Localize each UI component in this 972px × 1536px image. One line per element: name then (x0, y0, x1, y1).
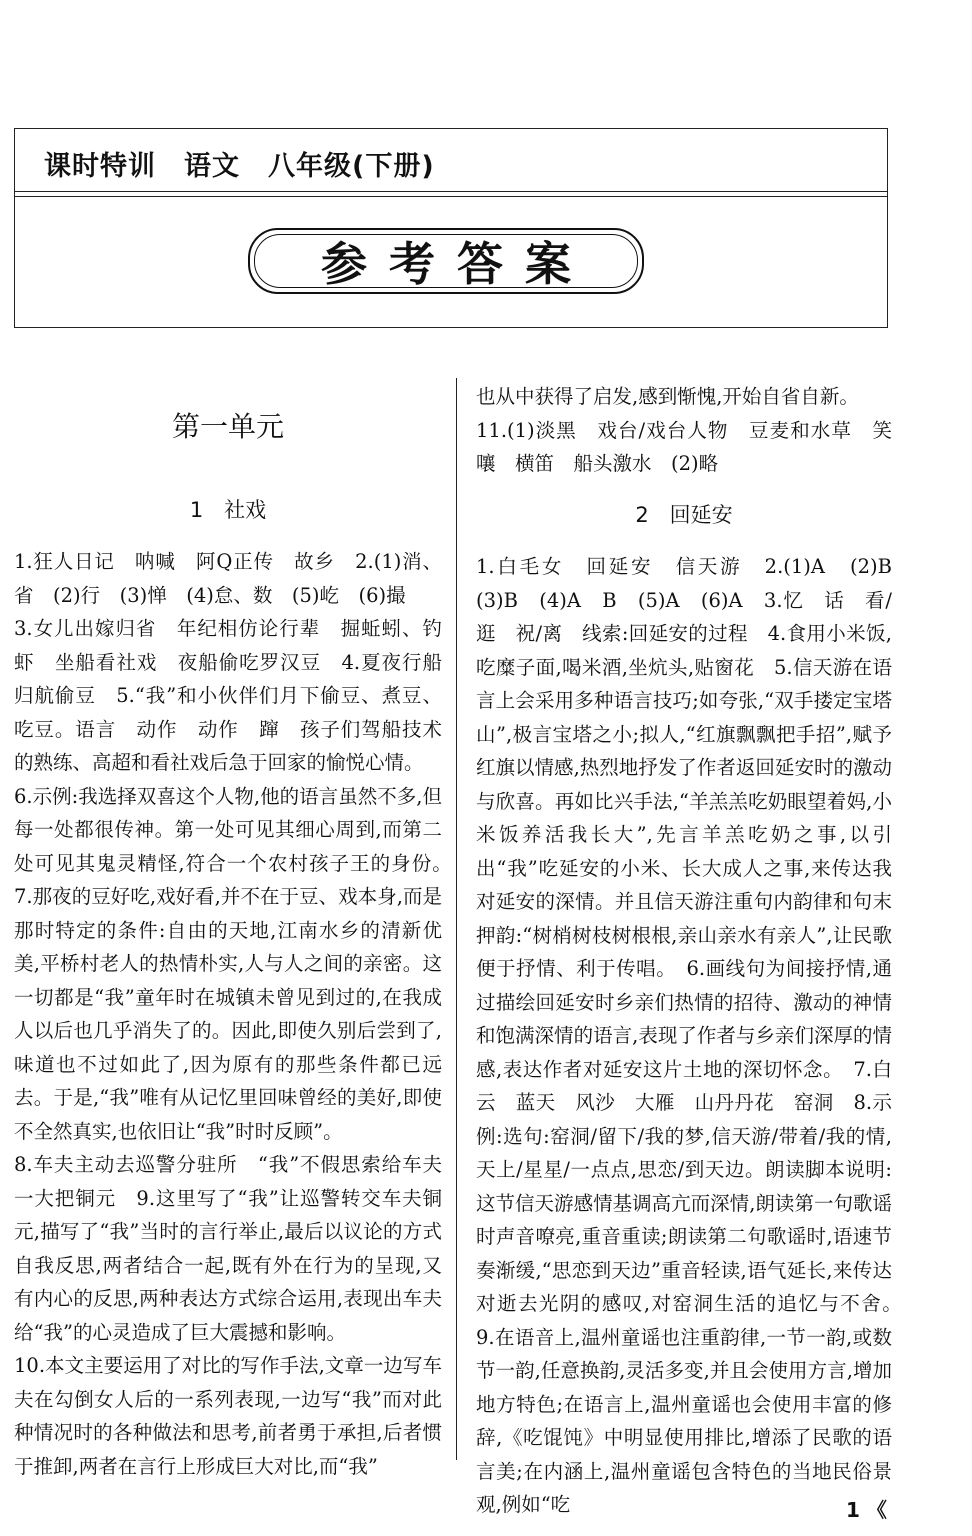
header-rule-thin (14, 196, 888, 197)
banner-title: 参考答案 (254, 234, 638, 288)
lesson-1-title: 1 社戏 (189, 497, 267, 522)
answer-paragraph: 8.车夫主动去巡警分驻所 “我”不假思索给车夫一大把铜元 9.这里写了“我”让巡警转交车夫铜元,描写了“我”当时的言行举止,最后以议论的方式自我反思,两者结合一起,既有外在行为的呈现,又有内心的反思,两种表达方式综合运用,表现出车夫给“我”的心灵造成了巨大震撼和影响。 (14, 1153, 442, 1344)
answer-paragraph: 1.狂人日记 呐喊 阿Q正传 故乡 2.(1)消、省 (2)行 (3)惮 (4)怠、数 (5)屹 (6)撮 (14, 550, 442, 607)
book-title: 课时特训 语文 八年级(下册) (44, 151, 435, 182)
answer-paragraph: 6.示例:我选择双喜这个人物,他的语言虽然不多,但每一处都很传神。第一处可见其细心周到,而第二处可见其鬼灵精怪,符合一个农村孩子王的身份。 7.那夜的豆好吃,戏好看,并不在于豆、戏本身,而是那时特定的条件:自由的天地,江南水乡的清新优美,平桥村老人的热情朴实,人与人之间的亲密。这一切都是“我”童年时在城镇未曾见到过的,在我成人以后也几乎消失了的。因此,即使久别后尝到了,味道也不过如此了,因为原有的那些条件都已远去。于是,“我”唯有从记忆里回味曾经的美好,即使不全然真实,也依旧让“我”时时反顾”。 (14, 784, 462, 1143)
column-divider (456, 378, 457, 1460)
answer-paragraph: 也从中获得了启发,感到惭愧,开始自省自新。 (476, 385, 859, 408)
left-column (14, 400, 462, 1483)
unit-title: 第一单元 (171, 410, 284, 443)
page-number: 1 《 (846, 1498, 887, 1522)
answer-paragraph: 3.女儿出嫁归省 年纪相仿论行辈 掘蚯蚓、钓虾 坐船看社戏 夜船偷吃罗汉豆 4.夏夜行船 归航偷豆 5.“我”和小伙伴们月下偷豆、煮豆、吃豆。语言 动作 动作 蹿 孩子们驾船技术的熟练、高超和看社戏后急于回家的愉悦心情。 (14, 617, 462, 774)
right-column (476, 380, 912, 1522)
answer-paragraph: 1.白毛女 回延安 信天游 2.(1)A (2)B (3)B (4)A B (5)A (6)A 3.忆 话 看/逛 祝/离 线索:回延安的过程 4.食用小米饭,吃糜子面,喝米酒,坐炕头,贴窗花 5.信天游在语言上会采用多种语言技巧;如夸张,“双手搂定宝塔山”,极言宝塔之小;拟人,“红旗飘飘把手招”,赋予红旗以情感,热烈地抒发了作者返回延安时的激动与欣喜。再如比兴手法,“羊羔羔吃奶眼望着妈,小米饭养活我长大”,先言羊羔吃奶之事,以引出“我”吃延安的小米、长大成人之事,来传达我对延安的深情。并且信天游注重句内韵律和句末押韵:“树梢树枝树根根,亲山亲水有亲人”,让民歌便于抒情、利于传唱。 6.画线句为间接抒情,通过描绘回延安时乡亲们热情的招待、激动的神情和饱满深情的语言,表现了作者与乡亲们深厚的情感,表达作者对延安这片土地的深切怀念。 7.白云 蓝天 风沙 大雁 山丹丹花 窑洞 8.示例:选句:窑洞/留下/我的梦,信天游/带着/我的情,天上/星星/一点点,思恋/到天边。朗读脚本说明:这节信天游感情基调高亢而深情,朗读第一句歌谣时声音嘹亮,重音重读;朗读第二句歌谣时,语速节奏渐缓,“思恋到天边”重音轻读,语气延长,来传达对逝去光阴的感叹,对窑洞生活的追忆与不舍。 9.在语音上,温州童谣也注重韵律,一节一韵,或数节一韵,任意换韵,灵活多变,并且会使用方言,增加地方特色;在语言上,温州童谣也会使用丰富的修辞,《吃馄饨》中明显使用排比,增添了民歌的语言美;在内涵上,温州童谣包含特色的当地民俗景观,例如“吃 (476, 555, 912, 1516)
answer-key-banner (248, 228, 644, 294)
answer-paragraph: 10.本文主要运用了对比的写作手法,文章一边写车夫在勾倒女人后的一系列表现,一边写“我”而对此种情况时的各种做法和思考,前者勇于承担,后者惯于推卸,两者在言行上形成巨大对比,而“我” (14, 1354, 442, 1478)
lesson-2-title: 2 回延安 (635, 502, 733, 527)
answer-paragraph: 11.(1)淡黑 戏台/戏台人物 豆麦和水草 笑嚷 横笛 船头激水 (2)略 (476, 418, 892, 475)
header-rule (14, 191, 888, 192)
